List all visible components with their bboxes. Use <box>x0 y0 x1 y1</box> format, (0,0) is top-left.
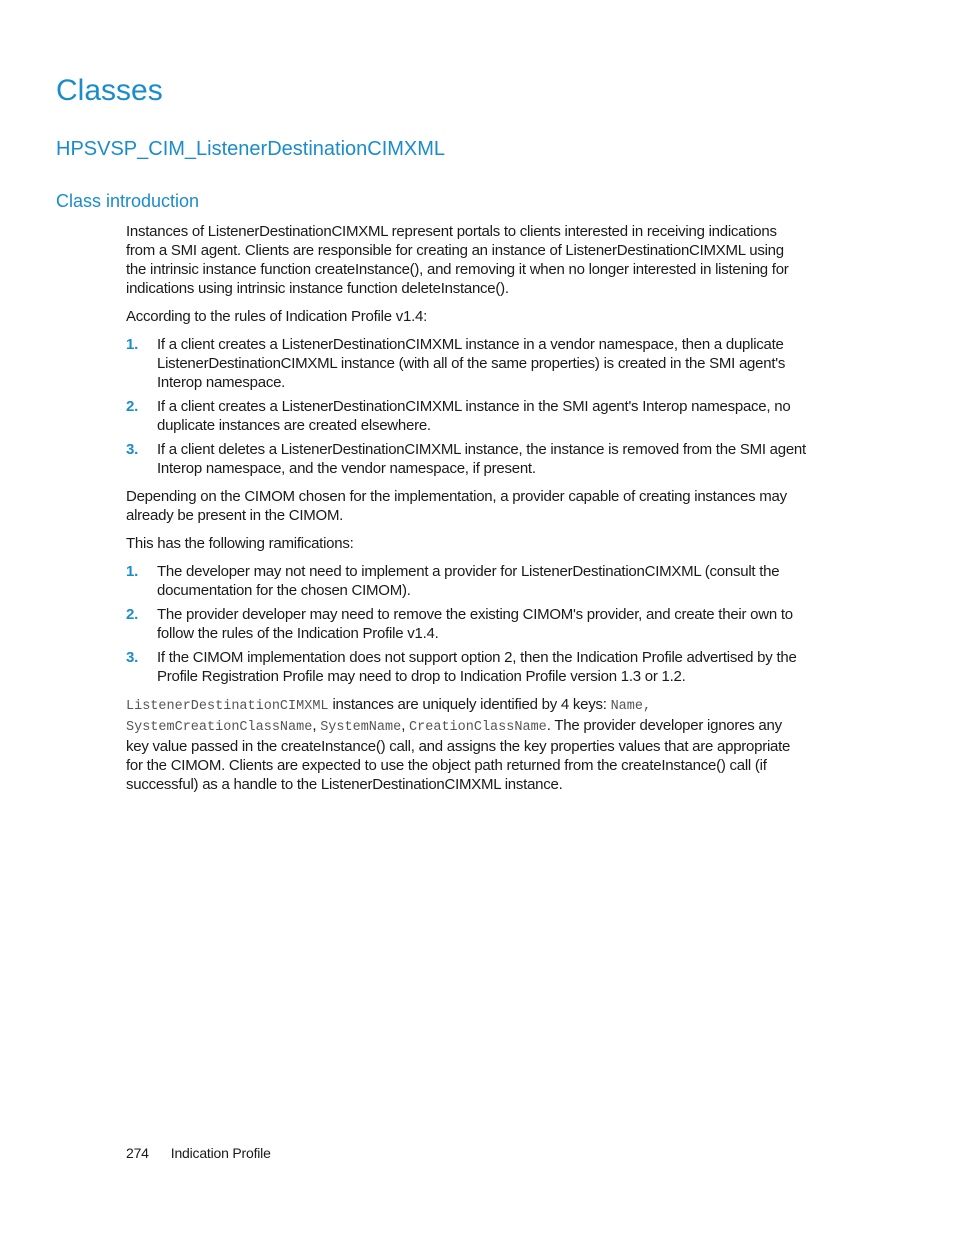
body-text <box>126 222 806 803</box>
class-heading: HPSVSP_CIM_ListenerDestinationCIMXML <box>56 138 446 160</box>
intro-paragraph: Instances of ListenerDestinationCIMXML represent portals to clients interested in receiving indications from a SMI agent. Clients are responsible for creating an instance of ListenerDestinationCIMXML using the intrinsic instance function createInstance(), and removing it when no longer interested in listening for indications using intrinsic instance function deleteInstance(). <box>126 223 789 297</box>
page-title: Classes <box>56 74 163 107</box>
list-item-text: The provider developer may need to remove the existing CIMOM's provider, and create their own to follow the rules of the Indication Profile v1.4. <box>157 606 793 642</box>
list-number: 1. <box>126 563 139 580</box>
list-item-text: If a client creates a ListenerDestinationCIMXML instance in a vendor namespace, then a duplicate ListenerDestinationCIMXML instance (with all of the same properties) is created in the SMI agent's Interop namespace. <box>157 336 786 391</box>
list-item <box>126 397 806 435</box>
keys-paragraph <box>126 695 806 794</box>
list-number: 3. <box>126 649 139 666</box>
page-footer <box>126 1145 271 1161</box>
key-system-name-code: SystemName <box>320 720 402 735</box>
ramifications-intro-paragraph: This has the following ramifications: <box>126 535 354 552</box>
list-item-text: If a client creates a ListenerDestinationCIMXML instance in the SMI agent's Interop namespace, no duplicate instances are created elsewhere. <box>157 398 791 434</box>
footer-section-title: Indication Profile <box>170 1145 271 1161</box>
cimom-paragraph: Depending on the CIMOM chosen for the implementation, a provider capable of creating instances may already be present in the CIMOM. <box>126 488 787 524</box>
key-creation-class-name-code: CreationClassName <box>409 720 547 735</box>
ramifications-list <box>126 562 806 686</box>
list-item <box>126 562 806 600</box>
rules-list <box>126 335 806 478</box>
list-item <box>126 648 806 686</box>
key-separator: , <box>312 717 321 734</box>
keys-text-continued: . The provider developer ignores any key value passed in the createInstance() call, and assigns the key properties values that are appropriate for the CIMOM. Clients are expected to use the object path returned from the createInstance() call (if successful) as a handle to the ListenerDestinationCIMXML instance. <box>126 717 791 793</box>
page-number: 274 <box>126 1145 149 1161</box>
list-number: 1. <box>126 336 139 353</box>
key-system-creation-class-name-code: SystemCreationClassName <box>126 720 313 735</box>
key-separator: , <box>401 717 410 734</box>
class-name-code: ListenerDestinationCIMXML <box>126 699 329 714</box>
list-item <box>126 605 806 643</box>
list-item <box>126 335 806 392</box>
list-number: 3. <box>126 441 139 458</box>
list-item <box>126 440 806 478</box>
list-item-text: If the CIMOM implementation does not support option 2, then the Indication Profile advertised by the Profile Registration Profile may need to drop to Indication Profile version 1.3 or 1.2. <box>157 649 797 685</box>
list-number: 2. <box>126 606 139 623</box>
list-item-text: If a client deletes a ListenerDestinationCIMXML instance, the instance is removed from the SMI agent Interop namespace, and the vendor namespace, if present. <box>157 441 806 477</box>
list-number: 2. <box>126 398 139 415</box>
rules-intro-paragraph: According to the rules of Indication Profile v1.4: <box>126 308 428 325</box>
subsection-heading: Class introduction <box>56 191 200 211</box>
key-name-code: Name, <box>610 699 652 714</box>
keys-text: instances are uniquely identified by 4 keys: <box>328 696 611 713</box>
list-item-text: The developer may not need to implement a provider for ListenerDestinationCIMXML (consult the documentation for the chosen CIMOM). <box>157 563 780 599</box>
